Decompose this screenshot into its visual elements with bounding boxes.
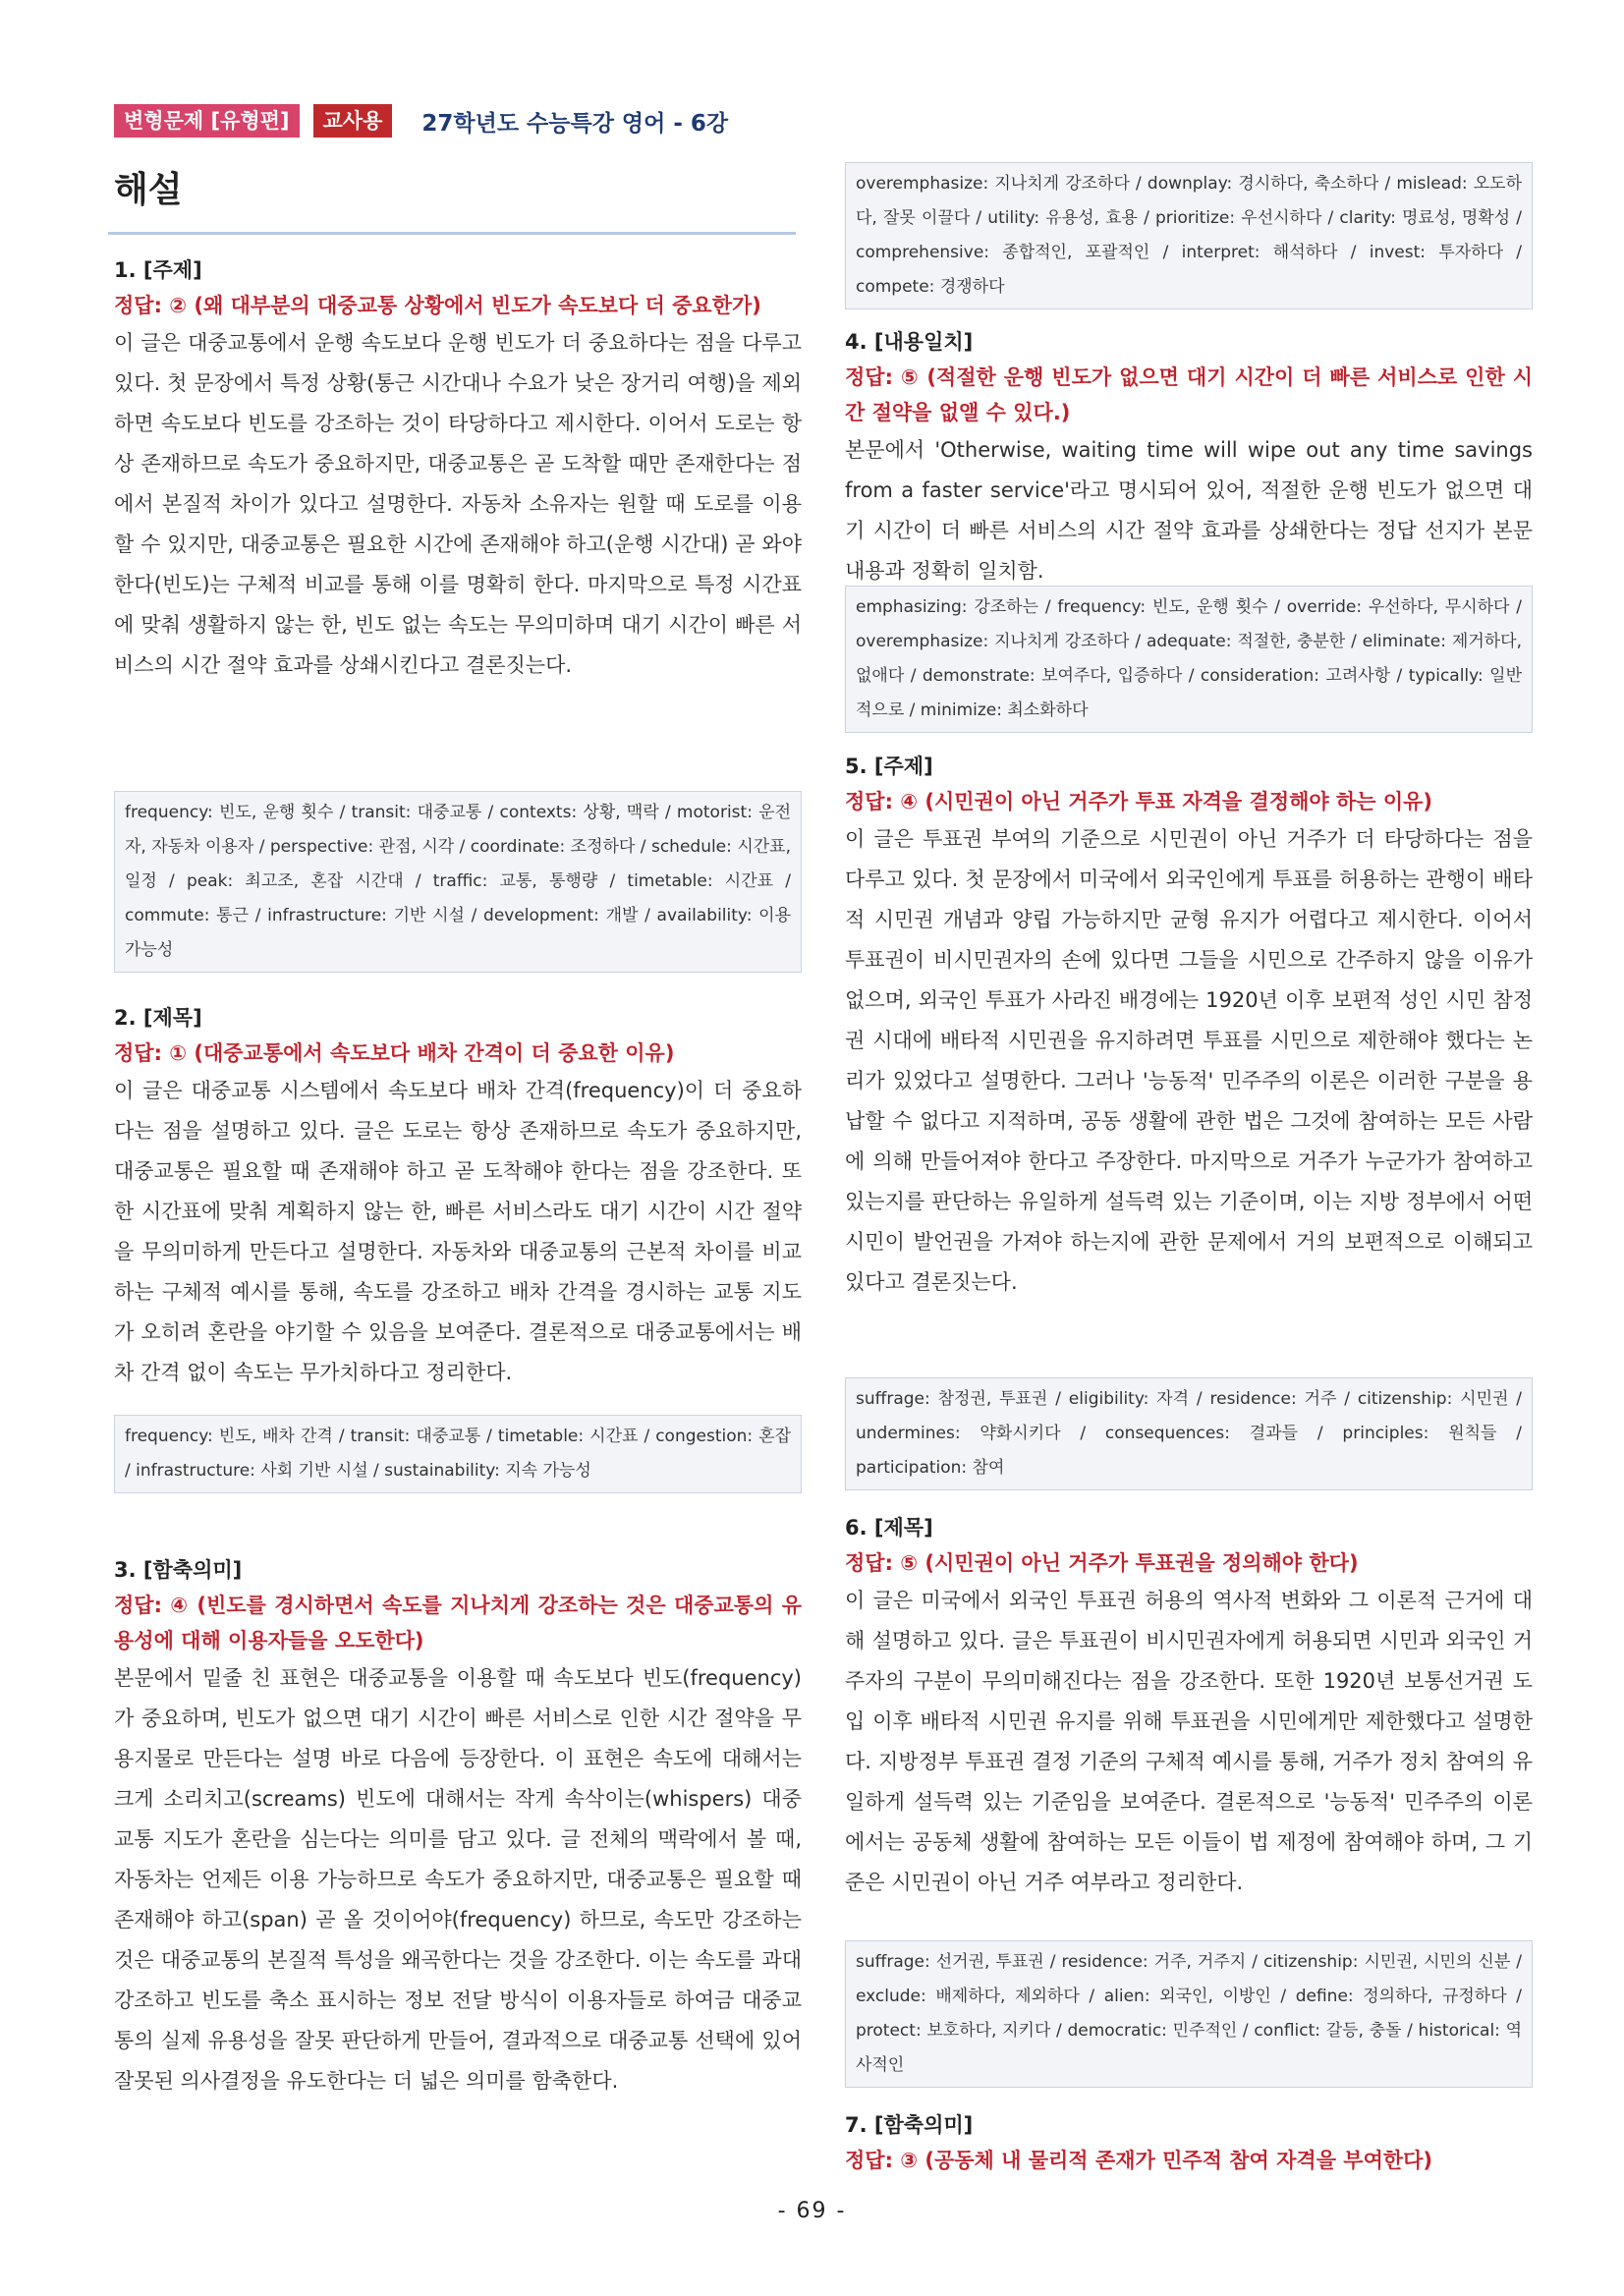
answer-line: 정답: ② (왜 대부분의 대중교통 상황에서 빈도가 속도보다 더 중요한가) bbox=[114, 294, 761, 317]
question-2 bbox=[114, 1000, 802, 1393]
vocab-list: frequency: 빈도, 운행 횟수 / transit: 대중교통 / contexts: 상황, 맥락 / motorist: 운전자, 자동차 이용자 / perspective: 관점, 시각 / coordinate: 조정하다 / schedule: 시간표, 일정 / peak: 최고조, 혼잡 시간대 / traffic: 교통, 통행량 / timetable: 시간표 / commute: 통근 / infrastructure: 기반 시설 / development: 개발 / availability: 이용 가능성 bbox=[114, 791, 802, 973]
answer-line: 정답: ⑤ (시민권이 아닌 거주가 투표권을 정의해야 한다) bbox=[845, 1551, 1359, 1575]
answer-line: 정답: ① (대중교통에서 속도보다 배차 간격이 더 중요한 이유) bbox=[114, 1041, 675, 1065]
question-5 bbox=[845, 749, 1533, 1303]
question-3 bbox=[114, 1552, 802, 2101]
vocab-list: emphasizing: 강조하는 / frequency: 빈도, 운행 횟수 / override: 우선하다, 무시하다 / overemphasize: 지나치게 강조하다 / adequate: 적절한, 충분한 / eliminate: 제거하다, 없애다 / demonstrate: 보여주다, 입증하다 / consideration: 고려사항 / typically: 일반적으로 / minimize: 최소화하다 bbox=[845, 586, 1533, 733]
page-header bbox=[114, 104, 728, 138]
heading-divider bbox=[108, 232, 796, 235]
header-title: 27학년도 수능특강 영어 - 6강 bbox=[421, 110, 729, 137]
explanation-paragraph: 이 글은 대중교통에서 운행 속도보다 운행 빈도가 더 중요하다는 점을 다루고 있다. 첫 문장에서 특정 상황(통근 시간대나 수요가 낮은 장거리 여행)을 제외하면 속도보다 빈도를 강조하는 것이 타당하다고 제시한다. 이어서 도로는 항상 존재하므로 속도가 중요하지만, 대중교통은 곧 도착할 때만 존재한다는 점에서 본질적 차이가 있다고 설명한다. 자동차 소유자는 원할 때 도로를 이용할 수 있지만, 대중교통은 필요한 시간에 존재해야 하고(운행 시간대) 곧 와야 한다(빈도)는 구체적 비교를 통해 이를 명확히 한다. 마지막으로 특정 시간표에 맞춰 생활하지 않는 한, 빈도 없는 속도는 무의미하며 대기 시간이 빠른 서비스의 시간 절약 효과를 상쇄시킨다고 결론짓는다. bbox=[114, 331, 802, 677]
answer-line: 정답: ⑤ (적절한 운행 빈도가 없으면 대기 시간이 더 빠른 서비스로 인한 시간 절약을 없앨 수 있다.) bbox=[845, 365, 1533, 424]
answer-line: 정답: ④ (시민권이 아닌 거주가 투표 자격을 결정해야 하는 이유) bbox=[845, 790, 1433, 813]
question-title: 1. [주제] bbox=[114, 258, 202, 282]
question-6 bbox=[845, 1510, 1533, 1903]
explanation-paragraph: 본문에서 밑줄 친 표현은 대중교통을 이용할 때 속도보다 빈도(frequency)가 중요하며, 빈도가 없으면 대기 시간이 빠른 서비스로 인한 시간 절약을 무용지물로 만든다는 설명 바로 다음에 등장한다. 이 표현은 속도에 대해서는 크게 소리치고(screams) 빈도에 대해서는 작게 속삭이는(whispers) 대중교통 지도가 혼란을 심는다는 의미를 담고 있다. 글 전체의 맥락에서 볼 때, 자동차는 언제든 이용 가능하므로 속도가 중요하지만, 대중교통은 필요할 때 존재해야 하고(span) 곧 올 것이어야(frequency) 하므로, 속도만 강조하는 것은 대중교통의 본질적 특성을 왜곡한다는 것을 강조한다. 이는 속도를 과대 강조하고 빈도를 축소 표시하는 정보 전달 방식이 이용자들로 하여금 대중교통의 실제 유용성을 잘못 판단하게 만들어, 결과적으로 대중교통 선택에 있어 잘못된 의사결정을 유도한다는 더 넓은 의미를 함축한다. bbox=[114, 1666, 802, 2093]
question-title: 5. [주제] bbox=[845, 755, 933, 778]
question-title: 4. [내용일치] bbox=[845, 330, 974, 354]
explanation-paragraph: 이 글은 대중교통 시스템에서 속도보다 배차 간격(frequency)이 더 중요하다는 점을 설명하고 있다. 글은 도로는 항상 존재하므로 속도가 중요하지만, 대중교통은 필요할 때 존재해야 하고 곧 도착해야 한다는 점을 강조한다. 또한 시간표에 맞춰 계획하지 않는 한, 빠른 서비스라도 대기 시간이 시간 절약을 무의미하게 만든다고 설명한다. 자동차와 대중교통의 근본적 차이를 비교하는 구체적 예시를 통해, 속도를 강조하고 배차 간격을 경시하는 교통 지도가 오히려 혼란을 야기할 수 있음을 보여준다. 결론적으로 대중교통에서는 배차 간격 없이 속도는 무가치하다고 정리한다. bbox=[114, 1079, 802, 1384]
vocab-box-3 bbox=[845, 162, 1533, 309]
explanation-paragraph: 본문에서 'Otherwise, waiting time will wipe out any time savings from a faster service'라고 명시되어 있어, 적절한 운행 빈도가 없으면 대기 시간이 더 빠른 서비스의 시간 절약 효과를 상쇄한다는 정답 선지가 본문 내용과 정확히 일치함. bbox=[845, 438, 1533, 583]
page-heading: 해설 bbox=[114, 170, 183, 210]
page-number: - 69 - bbox=[777, 2199, 847, 2223]
answer-line: 정답: ④ (빈도를 경시하면서 속도를 지나치게 강조하는 것은 대중교통의 유용성에 대해 이용자들을 오도한다) bbox=[114, 1594, 802, 1652]
vocab-list: suffrage: 참정권, 투표권 / eligibility: 자격 / residence: 거주 / citizenship: 시민권 / undermines: 약화시키다 / consequences: 결과들 / principles: 원칙들 / participation: 참여 bbox=[845, 1377, 1533, 1490]
vocab-list: suffrage: 선거권, 투표권 / residence: 거주, 거주지 / citizenship: 시민권, 시민의 신분 / exclude: 배제하다, 제외하다 / alien: 외국인, 이방인 / define: 정의하다, 규정하다 / protect: 보호하다, 지키다 / democratic: 민주적인 / conflict: 갈등, 충돌 / historical: 역사적인 bbox=[845, 1940, 1533, 2088]
question-4 bbox=[845, 324, 1533, 591]
vocab-box-1 bbox=[114, 791, 802, 973]
vocab-list: overemphasize: 지나치게 강조하다 / downplay: 경시하다, 축소하다 / mislead: 오도하다, 잘못 이끌다 / utility: 유용성, 효용 / prioritize: 우선시하다 / clarity: 명료성, 명확성 / comprehensive: 종합적인, 포괄적인 / interpret: 해석하다 / invest: 투자하다 / compete: 경쟁하다 bbox=[845, 162, 1533, 309]
vocab-box-5 bbox=[845, 1377, 1533, 1490]
question-title: 3. [함축의미] bbox=[114, 1558, 243, 1582]
category-tag: 변형문제 [유형편] bbox=[114, 104, 300, 138]
question-1 bbox=[114, 252, 802, 686]
vocab-box-6 bbox=[845, 1940, 1533, 2088]
explanation-paragraph: 이 글은 미국에서 외국인 투표권 허용의 역사적 변화와 그 이론적 근거에 대해 설명하고 있다. 글은 투표권이 비시민권자에게 허용되면 시민과 외국인 거주자의 구분이 무의미해진다는 점을 강조한다. 또한 1920년 보통선거권 도입 이후 배타적 시민권 유지를 위해 투표권을 시민에게만 제한했다고 설명한다. 지방정부 투표권 결정 기준의 구체적 예시를 통해, 거주가 정치 참여의 유일하게 설득력 있는 기준임을 보여준다. 결론적으로 '능동적' 민주주의 이론에서는 공동체 생활에 참여하는 모든 이들이 법 제정에 참여해야 하며, 그 기준은 시민권이 아닌 거주 여부라고 정리한다. bbox=[845, 1589, 1533, 1894]
vocab-box-2 bbox=[114, 1415, 802, 1493]
question-title: 2. [제목] bbox=[114, 1006, 202, 1030]
answer-line: 정답: ③ (공동체 내 물리적 존재가 민주적 참여 자격을 부여한다) bbox=[845, 2149, 1433, 2172]
explanation-paragraph: 이 글은 투표권 부여의 기준으로 시민권이 아닌 거주가 더 타당하다는 점을 다루고 있다. 첫 문장에서 미국에서 외국인에게 투표를 허용하는 관행이 배타적 시민권 개념과 양립 가능하지만 균형 유지가 어렵다고 제시한다. 이어서 투표권이 비시민권자의 손에 있다면 그들을 시민으로 간주하지 않을 이유가 없으며, 외국인 투표가 사라진 배경에는 1920년 이후 보편적 성인 시민 참정권 시대에 배타적 시민권을 유지하려면 투표를 시민으로 제한해야 했다는 논리가 있었다고 설명한다. 그러나 '능동적' 민주주의 이론은 이러한 구분을 용납할 수 없다고 지적하며, 공동 생활에 관한 법은 그것에 참여하는 모든 사람에 의해 만들어져야 한다고 주장한다. 마지막으로 거주가 누군가가 참여하고 있는지를 판단하는 유일하게 설득력 있는 기준이며, 이는 지방 정부에서 어떤 시민이 발언권을 가져야 하는지에 관한 문제에서 거의 보편적으로 이해되고 있다고 결론짓는다. bbox=[845, 827, 1533, 1294]
vocab-box-4 bbox=[845, 586, 1533, 733]
teacher-tag: 교사용 bbox=[313, 104, 393, 138]
question-title: 6. [제목] bbox=[845, 1516, 933, 1540]
question-title: 7. [함축의미] bbox=[845, 2113, 974, 2137]
question-7 bbox=[845, 2107, 1533, 2178]
vocab-list: frequency: 빈도, 배차 간격 / transit: 대중교통 / timetable: 시간표 / congestion: 혼잡 / infrastructure: 사회 기반 시설 / sustainability: 지속 가능성 bbox=[114, 1415, 802, 1493]
